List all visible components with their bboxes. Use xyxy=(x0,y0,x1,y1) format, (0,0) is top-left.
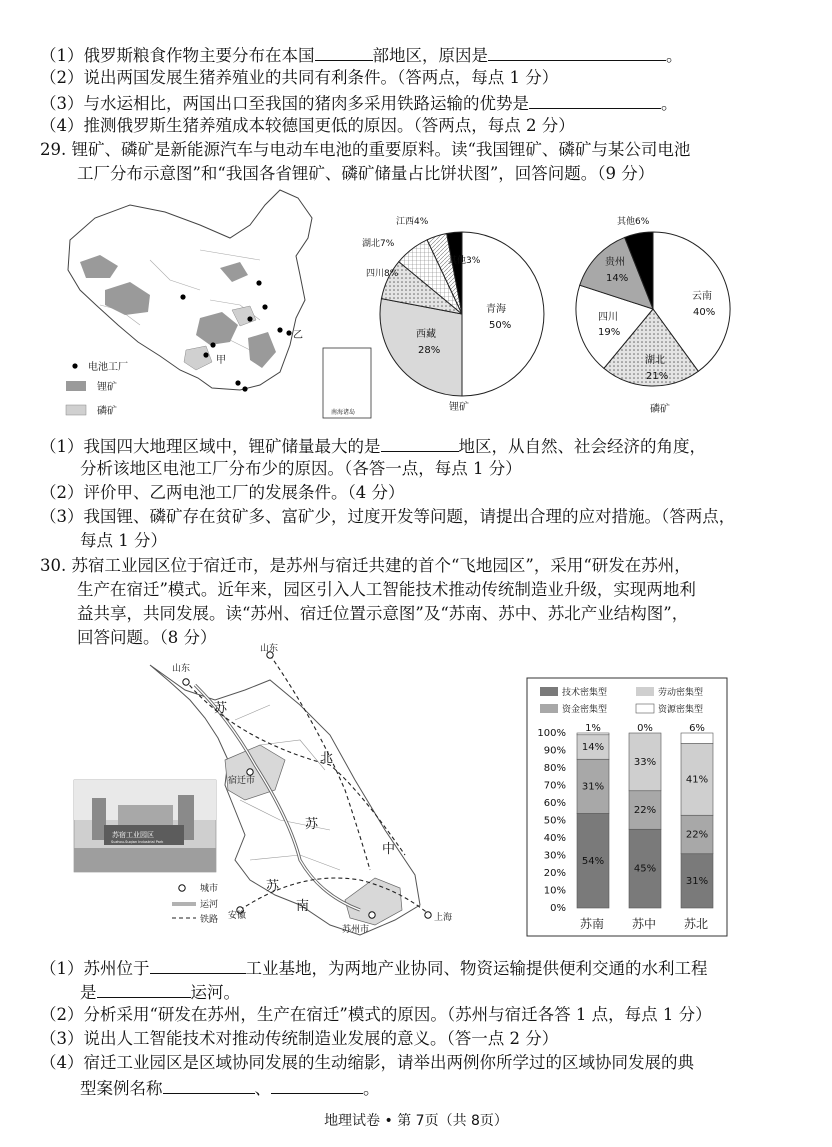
legend-lithium-label: 锂矿 xyxy=(97,382,117,393)
label-su-3: 苏 xyxy=(266,879,280,894)
y-tick-label: 10% xyxy=(543,885,566,897)
park-photo-building xyxy=(92,798,106,840)
pie-p-title: 磷矿 xyxy=(650,404,670,415)
q28-line4: （4）推测俄罗斯生猪养殖成本较德国更低的原因。（答两点，每点 2 分） xyxy=(40,116,575,135)
q30-q1-line2 xyxy=(80,981,240,1003)
bar-value-label: 22% xyxy=(685,829,709,841)
label-shandong-2: 山东 xyxy=(260,644,279,654)
q30-q4-line2 xyxy=(80,1077,380,1099)
bar-value-label: 22% xyxy=(633,805,657,816)
y-tick-label: 70% xyxy=(543,780,566,792)
label-jia: 甲 xyxy=(216,355,226,366)
y-tick-label: 30% xyxy=(543,850,566,862)
pie-p-label-hubei: 湖北 xyxy=(645,355,665,366)
q30-q1-line1 xyxy=(40,957,708,979)
park-photo-sign-text: 苏宿工业园区 xyxy=(112,831,154,839)
y-tick-label: 60% xyxy=(543,798,566,809)
answer-blank[interactable] xyxy=(163,1077,255,1094)
legend-canal-label: 运河 xyxy=(200,900,219,910)
bar-value-label: 0% xyxy=(637,723,653,734)
q29-q3-line1: （3）我国锂、磷矿存在贫矿多、富矿少，过度开发等问题，请提出合理的应对措施。（答两点， xyxy=(40,507,736,526)
q30-q1-b: 工业基地，为两地产业协同、物资运输提供便利交通的水利工程 xyxy=(245,959,708,978)
label-su-1: 苏 xyxy=(214,701,228,716)
legend-capital-label: 资金密集型 xyxy=(562,705,608,715)
label-su-2: 苏 xyxy=(305,817,319,832)
y-tick-label: 0% xyxy=(550,903,566,914)
x-label-sunan: 苏南 xyxy=(580,917,605,931)
q30-q4-d: 。 xyxy=(363,1079,380,1098)
q29-q1-line2: 分析该地区电池工厂分布少的原因。（各答一点，每点 1 分） xyxy=(80,459,522,478)
q29-stem-line2: 工厂分布示意图”和“我国各省锂矿、磷矿储量占比饼状图”，回答问题。（9 分） xyxy=(77,164,655,183)
city-marker xyxy=(369,912,375,918)
label-shanghai: 上海 xyxy=(434,913,453,923)
q30-q1-a: （1）苏州位于 xyxy=(40,959,150,978)
pie-li-label-qinghai: 青海 xyxy=(486,304,506,315)
answer-blank[interactable] xyxy=(150,957,246,974)
legend-factory-label: 电池工厂 xyxy=(88,362,128,373)
city-marker xyxy=(183,679,189,685)
q30-q1-c: 是 xyxy=(80,983,97,1002)
answer-blank[interactable] xyxy=(271,1077,363,1094)
q28-line1-a: （1）俄罗斯粮食作物主要分布在本国 xyxy=(40,46,315,65)
y-tick-label: 90% xyxy=(543,745,566,757)
bar-value-label: 45% xyxy=(633,863,657,875)
legend-city-label: 城市 xyxy=(200,884,219,894)
q28-line3-a: （3）与水运相比，两国出口至我国的猪肉多采用铁路运输的优势是 xyxy=(40,94,529,113)
y-tick-label: 50% xyxy=(543,815,566,827)
bar-value-label: 33% xyxy=(633,756,657,768)
legend-labor-swatch xyxy=(636,687,654,696)
q30-stem-line1: 30. 苏宿工业园区位于宿迁市，是苏州与宿迁共建的首个“飞地园区”，采用“研发在苏州， xyxy=(40,556,691,575)
pie-li-label-hubei: 湖北7% xyxy=(362,239,395,249)
pie-li-label-other: 其他3% xyxy=(448,256,481,266)
q30-stem-line4: 回答问题。（8 分） xyxy=(77,628,217,647)
bar-value-label: 6% xyxy=(689,723,705,734)
page-footer: 地理试卷 • 第 7页（共 8页） xyxy=(324,1113,508,1129)
label-anhui: 安徽 xyxy=(228,911,247,921)
q30-stem-line2: 生产在宿迁”模式。近年来，园区引入人工智能技术推动传统制造业升级，实现两地利 xyxy=(77,580,696,599)
legend-tech-swatch xyxy=(540,687,558,696)
q29-stem-line1: 29. 锂矿、磷矿是新能源汽车与电动车电池的重要原料。读“我国锂矿、磷矿与某公司电池 xyxy=(40,140,691,159)
inset-label: 南海诸岛 xyxy=(331,409,356,416)
pie-p-value-sichuan: 19% xyxy=(598,327,621,338)
park-photo-sign-text-en: Suzhou-Suqian Industrial Park xyxy=(111,840,164,844)
jiangsu-map xyxy=(74,642,452,935)
q30-stem-line3: 益共享，共同发展。读“苏州、宿迁位置示意图”及“苏南、苏中、苏北产业结构图”， xyxy=(77,604,689,623)
pie-li-title: 锂矿 xyxy=(449,402,469,413)
label-bei: 北 xyxy=(320,751,334,766)
label-suzhou: 苏州市 xyxy=(342,925,370,935)
pie-p-value-hubei: 21% xyxy=(646,371,669,382)
q29-q2: （2）评价甲、乙两电池工厂的发展条件。（4 分） xyxy=(40,483,405,502)
pie-p-label-yunnan: 云南 xyxy=(692,291,712,302)
label-nan: 南 xyxy=(296,899,310,914)
q29-q1-a: （1）我国四大地理区域中，锂矿储量最大的是 xyxy=(40,437,381,456)
answer-blank[interactable] xyxy=(97,981,191,998)
bar-value-label: 41% xyxy=(685,774,709,786)
legend-resource-label: 资源密集型 xyxy=(658,705,704,715)
pie-li-label-sichuan: 四川8% xyxy=(366,269,399,279)
q28-line2: （2）说出两国发展生猪养殖业的共同有利条件。（答两点，每点 1 分） xyxy=(40,68,559,87)
bar-value-label: 54% xyxy=(581,855,605,867)
pie-p-value-guizhou: 14% xyxy=(606,273,629,284)
q30-q4-c: 、 xyxy=(254,1079,271,1098)
city-marker xyxy=(247,769,253,775)
q28-line1-b: 部地区，原因是 xyxy=(372,46,488,65)
q29-q3-line2: 每点 1 分） xyxy=(80,531,167,550)
q30-q1-d: 运河。 xyxy=(190,983,240,1002)
q30-q4-b: 型案例名称 xyxy=(80,1079,163,1098)
bar-value-label: 14% xyxy=(581,742,605,753)
label-zhong: 中 xyxy=(382,842,396,857)
q30-q2: （2）分析采用“研发在苏州，生产在宿迁”模式的原因。（苏州与宿迁各答 1 点，每点 1 分） xyxy=(40,1005,712,1024)
city-marker xyxy=(425,912,431,918)
y-tick-label: 20% xyxy=(543,868,566,879)
legend-phosphate-label: 磷矿 xyxy=(97,406,117,417)
park-photo-ground xyxy=(74,848,216,872)
pie-li-label-jiangxi: 江西4% xyxy=(396,217,429,227)
y-tick-label: 100% xyxy=(537,728,566,739)
q28-line3-b: 。 xyxy=(661,94,678,113)
x-label-suzhong: 苏中 xyxy=(632,917,657,931)
x-label-subei: 苏北 xyxy=(684,917,709,931)
label-suqian: 宿迁市 xyxy=(228,776,256,786)
label-yi: 乙 xyxy=(293,330,303,341)
pie-p-label-sichuan: 四川 xyxy=(598,312,618,323)
legend-resource-swatch xyxy=(636,704,654,713)
legend-capital-swatch xyxy=(540,704,558,713)
legend-city-icon xyxy=(179,885,185,891)
q28-line1-c: 。 xyxy=(666,46,683,65)
bar-segment xyxy=(681,733,713,744)
q30-q4-line1: （4）宿迁工业园区是区域协同发展的生动缩影，请举出两例你所学过的区域协同发展的典 xyxy=(40,1053,694,1072)
pie-li-value-xizang: 28% xyxy=(418,345,441,356)
bar-value-label: 1% xyxy=(585,723,601,734)
legend-tech-label: 技术密集型 xyxy=(562,688,608,698)
pie-p-label-guizhou: 贵州 xyxy=(605,257,625,268)
pie-p-label-other: 其他6% xyxy=(617,217,650,227)
bar-value-label: 31% xyxy=(685,875,709,887)
pie-li-label-xizang: 西藏 xyxy=(416,329,436,340)
q29-q1-b: 地区，从自然、社会经济的角度， xyxy=(458,437,706,456)
pie-li-value-qinghai: 50% xyxy=(489,320,512,331)
industry-structure-chart xyxy=(527,678,727,936)
bar-value-label: 31% xyxy=(581,781,605,793)
legend-rail-label: 铁路 xyxy=(200,915,219,925)
chart-bars xyxy=(577,723,713,908)
label-shandong-1: 山东 xyxy=(172,664,191,674)
pie-p-value-yunnan: 40% xyxy=(693,307,716,318)
q30-q3: （3）说出人工智能技术对推动传统制造业发展的意义。（答一点 2 分） xyxy=(40,1029,559,1048)
y-tick-label: 80% xyxy=(543,763,566,774)
y-tick-label: 40% xyxy=(543,833,566,844)
legend-labor-label: 劳动密集型 xyxy=(658,688,704,698)
